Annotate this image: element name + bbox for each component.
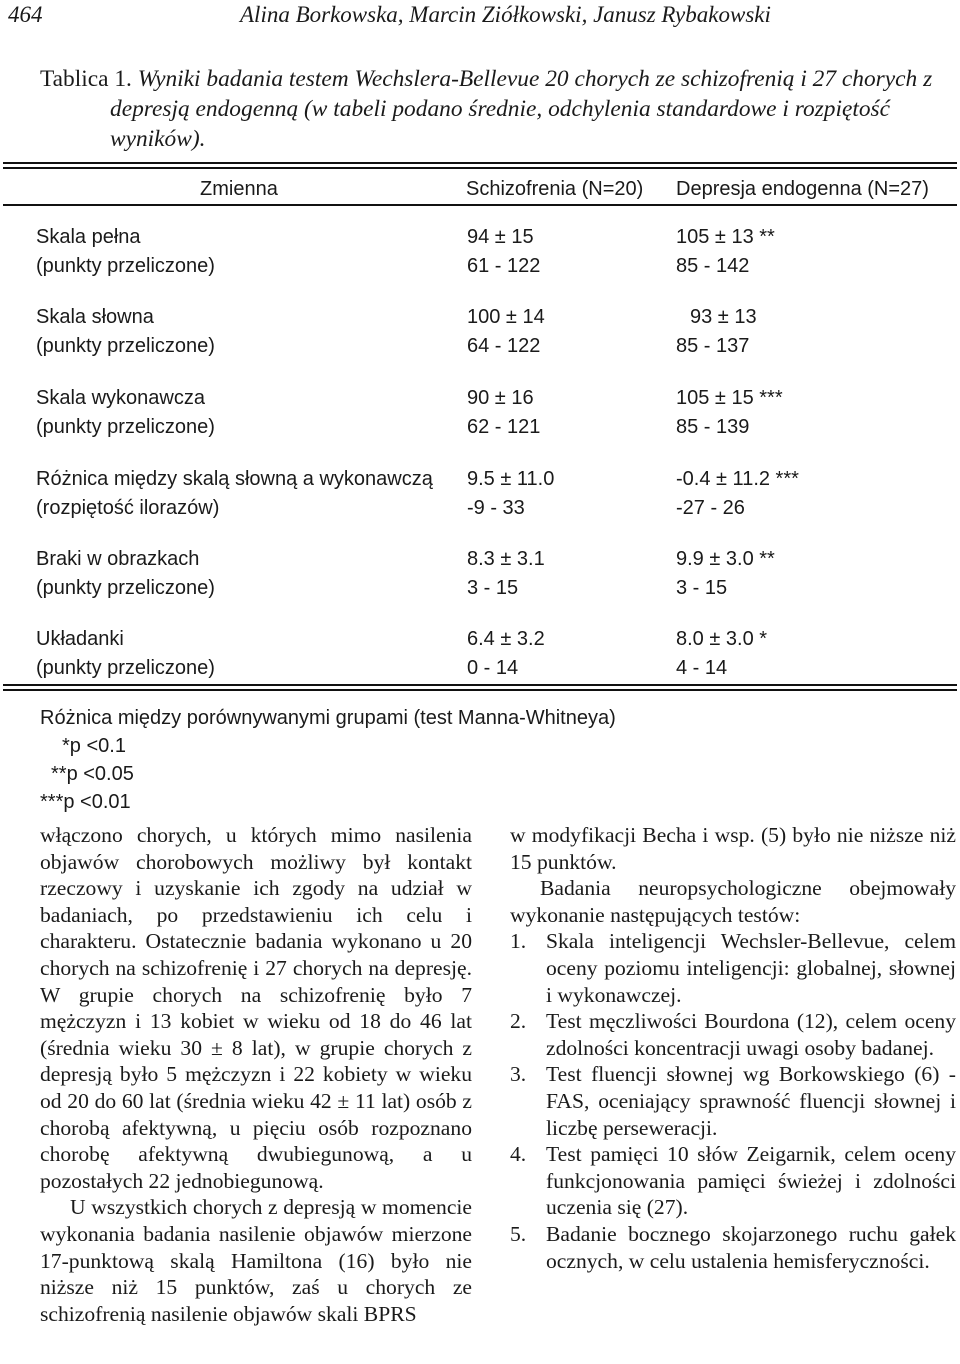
- body-column-left: [40, 822, 472, 1327]
- list-number: 3.: [510, 1062, 527, 1087]
- row-label: Braki w obrazkach: [36, 548, 200, 570]
- schiz-range: 61 - 122: [467, 255, 541, 277]
- dep-mean: 105 ± 15 ***: [676, 387, 783, 409]
- table-header-schizophrenia: Schizofrenia (N=20): [466, 178, 644, 200]
- list-number: 4.: [510, 1142, 527, 1167]
- caption-title-2: depresją endogenną (w tabeli podano średnie, odchylenia standardowe i rozpiętość: [110, 96, 891, 122]
- table-header-variable: Zmienna: [200, 178, 278, 200]
- row-label: Różnica między skalą słowną a wykonawczą: [36, 468, 433, 490]
- list-item: [510, 1008, 956, 1061]
- row-label: Skala pełna: [36, 226, 141, 248]
- paragraph: w modyfikacji Becha i wsp. (5) było nie niższe niż 15 punktów.: [510, 823, 956, 874]
- schiz-mean: 100 ± 14: [467, 306, 545, 328]
- schiz-range: 64 - 122: [467, 335, 541, 357]
- body-column-right: [510, 822, 956, 1274]
- paragraph: U wszystkich chorych z depresją w momencie wykonania badania nasilenie objawów mierzone 17-punktową skalą Hamiltona (16) było nie niższe niż 15 punktów, zaś u chorych ze schizofrenią nasilenie objawów skali BPRS: [40, 1195, 472, 1326]
- page-header: [8, 2, 952, 42]
- caption-title-1: Wyniki badania testem Wechslera-Bellevue 20 chorych ze schizofrenią i 27 chorych z: [137, 66, 933, 92]
- dep-mean: 9.9 ± 3.0 **: [676, 548, 775, 570]
- list-number: 2.: [510, 1009, 527, 1034]
- table-bottom-rule-2: [3, 689, 957, 691]
- row-sublabel: (punkty przeliczone): [36, 335, 215, 357]
- row-label: Skala wykonawcza: [36, 387, 205, 409]
- caption-title-3: wyników).: [110, 126, 206, 152]
- list-text: Skala inteligencji Wechsler-Bellevue, celem oceny poziomu inteligencji: globalnej, słownej i wykonawczej.: [546, 929, 956, 1007]
- dep-mean: 105 ± 13 **: [676, 226, 775, 248]
- table-caption: [40, 64, 956, 154]
- list-text: Test fluencji słownej wg Borkowskiego (6) - FAS, oceniający sprawność fluencji słownej i liczbę perseweracji.: [546, 1062, 956, 1140]
- dep-mean: 8.0 ± 3.0 *: [676, 628, 768, 650]
- schiz-mean: 90 ± 16: [467, 387, 534, 409]
- row-label: Skala słowna: [36, 306, 154, 328]
- notes-heading: Różnica między porównywanymi grupami (test Manna-Whitneya): [40, 707, 616, 729]
- row-label: Układanki: [36, 628, 124, 650]
- table-header-rule: [3, 204, 957, 206]
- schiz-range: 62 - 121: [467, 416, 541, 438]
- dep-range: 85 - 137: [676, 335, 750, 357]
- caption-line-1: [40, 64, 956, 94]
- test-list: [510, 928, 956, 1274]
- table-notes: [40, 704, 616, 816]
- list-text: Test pamięci 10 słów Zeigarnik, celem oceny funkcjonowania pamięci świeżej i zdolności uczenia się (27).: [546, 1142, 956, 1220]
- list-item: [510, 1141, 956, 1221]
- page-number: 464: [8, 2, 43, 27]
- dep-mean: -0.4 ± 11.2 ***: [676, 468, 799, 490]
- note-p2: **p <0.05: [51, 763, 134, 785]
- caption-label: Tablica 1.: [40, 66, 132, 92]
- list-item: [510, 1061, 956, 1141]
- list-text: Badanie bocznego skojarzonego ruchu gałek ocznych, w celu ustalenia hemisferyczności.: [546, 1221, 956, 1273]
- dep-range: 85 - 142: [676, 255, 750, 277]
- note-p1: *p <0.1: [62, 735, 126, 757]
- row-sublabel: (punkty przeliczone): [36, 255, 215, 277]
- list-text: Test męczliwości Bourdona (12), celem oceny zdolności koncentracji uwagi osoby badanej.: [546, 1009, 956, 1060]
- table-header-depression: Depresja endogenna (N=27): [676, 178, 929, 200]
- schiz-mean: 9.5 ± 11.0: [467, 468, 555, 490]
- list-item: [510, 928, 956, 1008]
- dep-range: -27 - 26: [676, 497, 745, 519]
- dep-range: 3 - 15: [676, 577, 728, 599]
- table-top-rule-2: [3, 167, 957, 169]
- dep-range: 4 - 14: [676, 657, 728, 679]
- list-item: [510, 1221, 956, 1274]
- schiz-mean: 8.3 ± 3.1: [467, 548, 545, 570]
- schiz-range: 3 - 15: [467, 577, 519, 599]
- paragraph: włączono chorych, u których mimo nasilenia objawów chorobowych możliwy był kontakt rzeczowy i uzyskanie ich zgody na udział w badaniach, po przedstawieniu ich celu i charakteru. Ostatecznie badania wykonano u 20 chorych na schizofrenię i 27 chorych na depresję. W grupie chorych na schizofrenię było 7 mężczyzn i 13 kobiet w wieku od 18 do 46 lat (średnia wieku 30 ± 8 lat), w grupie chorych z depresją było 5 mężczyzn i 22 kobiety w wieku od 20 do 60 lat (średnia wieku 42 ± 11 lat) osób z chorobą afektywną, u pięciu osób rozpoznano chorobę afektywną dwubiegunową, a u pozostałych 22 jednobiegunową.: [40, 823, 472, 1193]
- row-sublabel: (punkty przeliczone): [36, 416, 215, 438]
- row-sublabel: (punkty przeliczone): [36, 657, 215, 679]
- dep-mean: 93 ± 13: [690, 306, 757, 328]
- row-sublabel: (punkty przeliczone): [36, 577, 215, 599]
- schiz-mean: 6.4 ± 3.2: [467, 628, 545, 650]
- list-number: 1.: [510, 929, 527, 954]
- table-bottom-rule-1: [3, 684, 957, 686]
- schiz-mean: 94 ± 15: [467, 226, 534, 248]
- list-number: 5.: [510, 1221, 527, 1246]
- dep-range: 85 - 139: [676, 416, 750, 438]
- schiz-range: -9 - 33: [467, 497, 525, 519]
- running-authors: Alina Borkowska, Marcin Ziółkowski, Janusz Rybakowski: [240, 2, 771, 27]
- schiz-range: 0 - 14: [467, 657, 519, 679]
- note-p3: ***p <0.01: [40, 791, 131, 813]
- paragraph: Badania neuropsychologiczne obejmowały wykonanie następujących testów:: [510, 876, 956, 927]
- table-top-rule-1: [3, 162, 957, 164]
- row-sublabel: (rozpiętość ilorazów): [36, 497, 220, 519]
